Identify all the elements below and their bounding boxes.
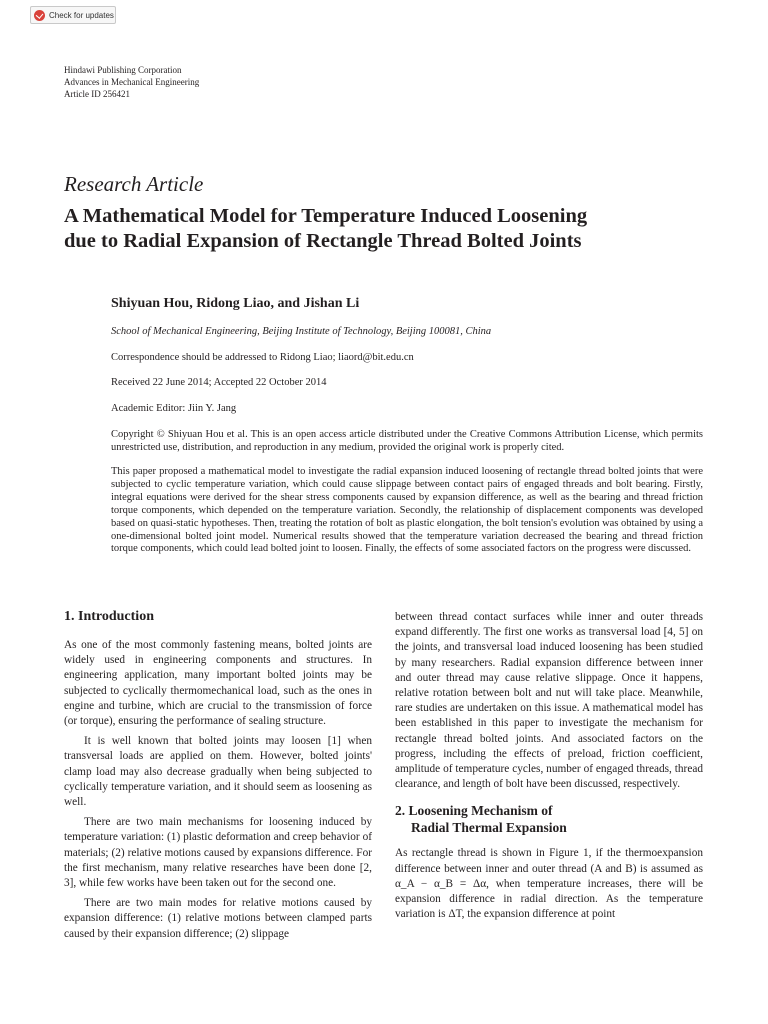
- paragraph: It is well known that bolted joints may loosen [1] when transversal loads are applied on them. However, bolted joints' clamp load may also decrease gradually when being subjected to cyclically temperature variation, and it should seem as loosening as well.: [64, 735, 372, 809]
- check-for-updates-badge[interactable]: [30, 6, 116, 24]
- paragraph: There are two main mechanisms for loosening induced by temperature variation: (1) plastic deformation and creep behavior of materials; (2) relative motions caused by expansions difference. For the first mechanism, many relative researches have been done [2, 3], while few works have been taken out for the second one.: [64, 816, 372, 890]
- abstract: This paper proposed a mathematical model to investigate the radial expansion induced loosening of rectangle thread bolted joints that were subjected to cyclic temperature variation, which could cause slippage between contact pairs of engaged threads and bolt bearing. Firstly, integral equations were derived for the shear stress components caused by expansion difference, as well as the bearing and thread friction torque components, which depended on the temperature variation. Secondly, the relationship of displacement components was developed based on quasi-static hypotheses. Then, treating the rotation of bolt as plastic elongation, the bolt tension's evolution was obtained by using a one-dimensional bolted joint model. Numerical results showed that the temperature variation decreased the bearing and thread friction torque components, which could lead bolted joint to loosen. Finally, the effects of some associated factors on the progress were discussed.: [111, 466, 703, 555]
- received-dates: Received 22 June 2014; Accepted 22 October 2014: [111, 377, 327, 388]
- publisher: Hindawi Publishing Corporation: [64, 65, 182, 75]
- article-id: Article ID 256421: [64, 89, 130, 99]
- copyright-notice: Copyright © Shiyuan Hou et al. This is an open access article distributed under the Creative Commons Attribution License, which permits unrestricted use, distribution, and reproduction in any medium, provided the original work is properly cited.: [111, 429, 703, 453]
- section-heading-line: 2. Loosening Mechanism of: [395, 803, 553, 819]
- paragraph: There are two main modes for relative motions caused by expansion difference: (1) relative motions between clamped parts caused by their expansion difference; (2) slippage: [64, 897, 372, 940]
- left-column: [64, 608, 372, 947]
- paragraph: between thread contact surfaces while inner and outer threads expand differently. The first one works as transversal load [4, 5] on the joints, and transversal load induced loosening has been studied by many researchers. Radial expansion difference between inner and outer thread may cause relative slippage. Once it happens, relative rotation between bolt and nut will take place. Meanwhile, rare studies are undertaken on this issue. A mathematical model has been established in this paper to investigate the mechanism for rectangle thread bolted joints. And associated factors on the progress, including the effects of preload, friction coefficient, amplitude of temperature cycles, number of engaged threads, thread clearance, and length of bolt have been discussed, respectively.: [395, 611, 703, 791]
- article-type: Research Article: [64, 172, 204, 196]
- badge-label: Check for updates: [49, 10, 114, 20]
- title-line: due to Radial Expansion of Rectangle Thread Bolted Joints: [64, 230, 582, 252]
- title-line: A Mathematical Model for Temperature Induced Loosening: [64, 205, 588, 227]
- academic-editor: Academic Editor: Jiin Y. Jang: [111, 403, 237, 414]
- journal-info: [64, 64, 199, 100]
- paper-title: [64, 204, 724, 254]
- section-heading-line: Radial Thermal Expansion: [411, 820, 567, 836]
- correspondence: Correspondence should be addressed to Ridong Liao; liaord@bit.edu.cn: [111, 352, 414, 363]
- paragraph: As one of the most commonly fastening means, bolted joints are widely used in engineering components and structures. In engineering application, many important bolted joints may be subjected to cyclically thermomechanical load, such as the ones in engine and turbine, which are crucial to the transmission of force (or torque), ensuring the performance of sealing structure.: [64, 639, 372, 728]
- section-heading: 1. Introduction: [64, 609, 154, 624]
- right-column: [395, 610, 703, 927]
- paragraph: As rectangle thread is shown in Figure 1, if the thermoexpansion difference between inner and outer thread (A and B) is assumed as α_A − α_B = Δα, when temperature increases, there will be expansion difference in radial direction. As the temperature variation is ΔT, the expansion difference at point: [395, 847, 703, 921]
- check-icon: [34, 10, 45, 21]
- authors: Shiyuan Hou, Ridong Liao, and Jishan Li: [111, 296, 360, 311]
- journal-name: Advances in Mechanical Engineering: [64, 77, 200, 87]
- section-heading: [395, 802, 703, 836]
- affiliation: School of Mechanical Engineering, Beijing Institute of Technology, Beijing 100081, China: [111, 326, 492, 337]
